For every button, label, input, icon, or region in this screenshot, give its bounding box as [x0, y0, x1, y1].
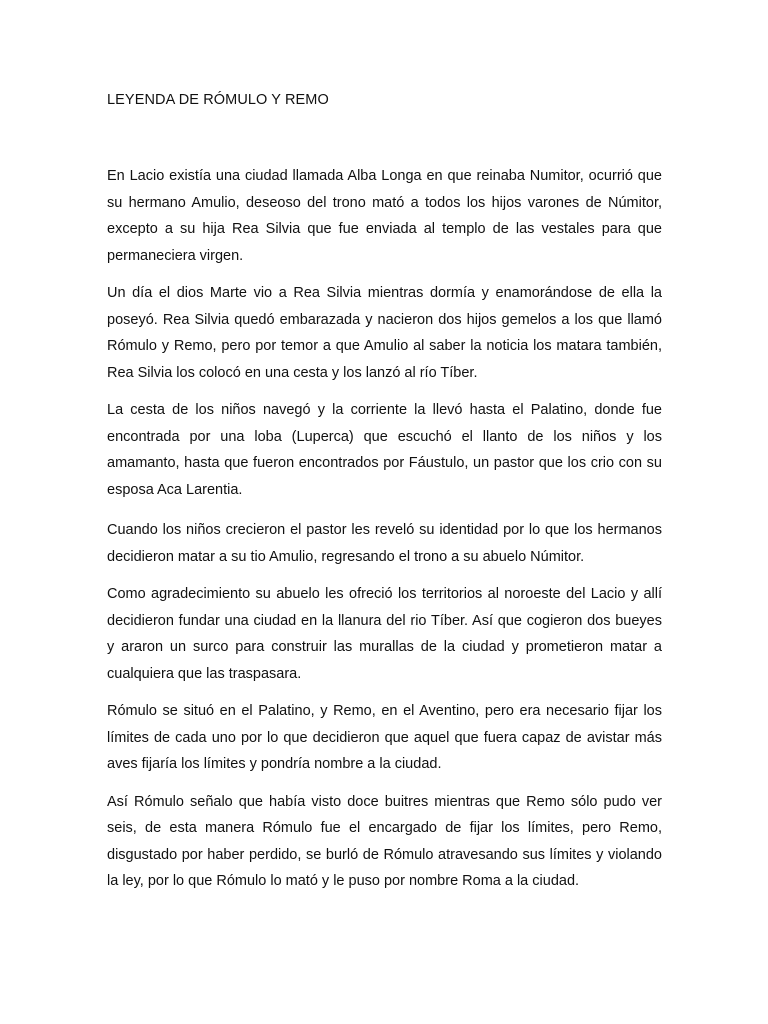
document-body	[107, 163, 662, 895]
paragraph-roma: Así Rómulo señalo que había visto doce buitres mientras que Remo sólo pudo ver seis, de esta manera Rómulo fue el encargado de fijar los límites, pero Remo, disgustado por haber perdido, se burló de Rómulo atravesando sus límites y violando la ley, por lo que Rómulo lo mató y le puso por nombre Roma a la ciudad.	[107, 793, 662, 889]
document-title: LEYENDA DE RÓMULO Y REMO	[107, 92, 329, 108]
paragraph-fundacion: Como agradecimiento su abuelo les ofreció los territorios al noroeste del Lacio y allí decidieron fundar una ciudad en la llanura del rio Tíber. Así que cogieron dos bueyes y araron un surco para construir las murallas de la ciudad y prometieron matar a cualquiera que las traspasara.	[107, 586, 662, 682]
paragraph-cesta: La cesta de los niños navegó y la corriente la llevó hasta el Palatino, donde fue encontrada por una loba (Luperca) que escuchó el llanto de los niños y los amamanto, hasta que fueron encontrados por Fáustulo, un pastor que los crio con su esposa Aca Larentia.	[107, 402, 662, 498]
paragraph-marte: Un día el dios Marte vio a Rea Silvia mientras dormía y enamorándose de ella la poseyó. Rea Silvia quedó embarazada y nacieron dos hijos gemelos a los que llamó Rómulo y Remo, pero por temor a que Amulio al saber la noticia los matara también, Rea Silvia los colocó en una cesta y los lanzó al río Tíber.	[107, 285, 662, 381]
paragraph-aves: Rómulo se situó en el Palatino, y Remo, en el Aventino, pero era necesario fijar los límites de cada uno por lo que decidieron que aquel que fuera capaz de avistar más aves fijaría los límites y pondría nombre a la ciudad.	[107, 703, 662, 772]
paragraph-amulio: Cuando los niños crecieron el pastor les reveló su identidad por lo que los hermanos decidieron matar a su tio Amulio, regresando el trono a su abuelo Númitor.	[107, 522, 662, 565]
paragraph-alba-longa: En Lacio existía una ciudad llamada Alba Longa en que reinaba Numitor, ocurrió que su hermano Amulio, deseoso del trono mató a todos los hijos varones de Númitor, excepto a su hija Rea Silvia que fue enviada al templo de las vestales para que permaneciera virgen.	[107, 168, 662, 264]
